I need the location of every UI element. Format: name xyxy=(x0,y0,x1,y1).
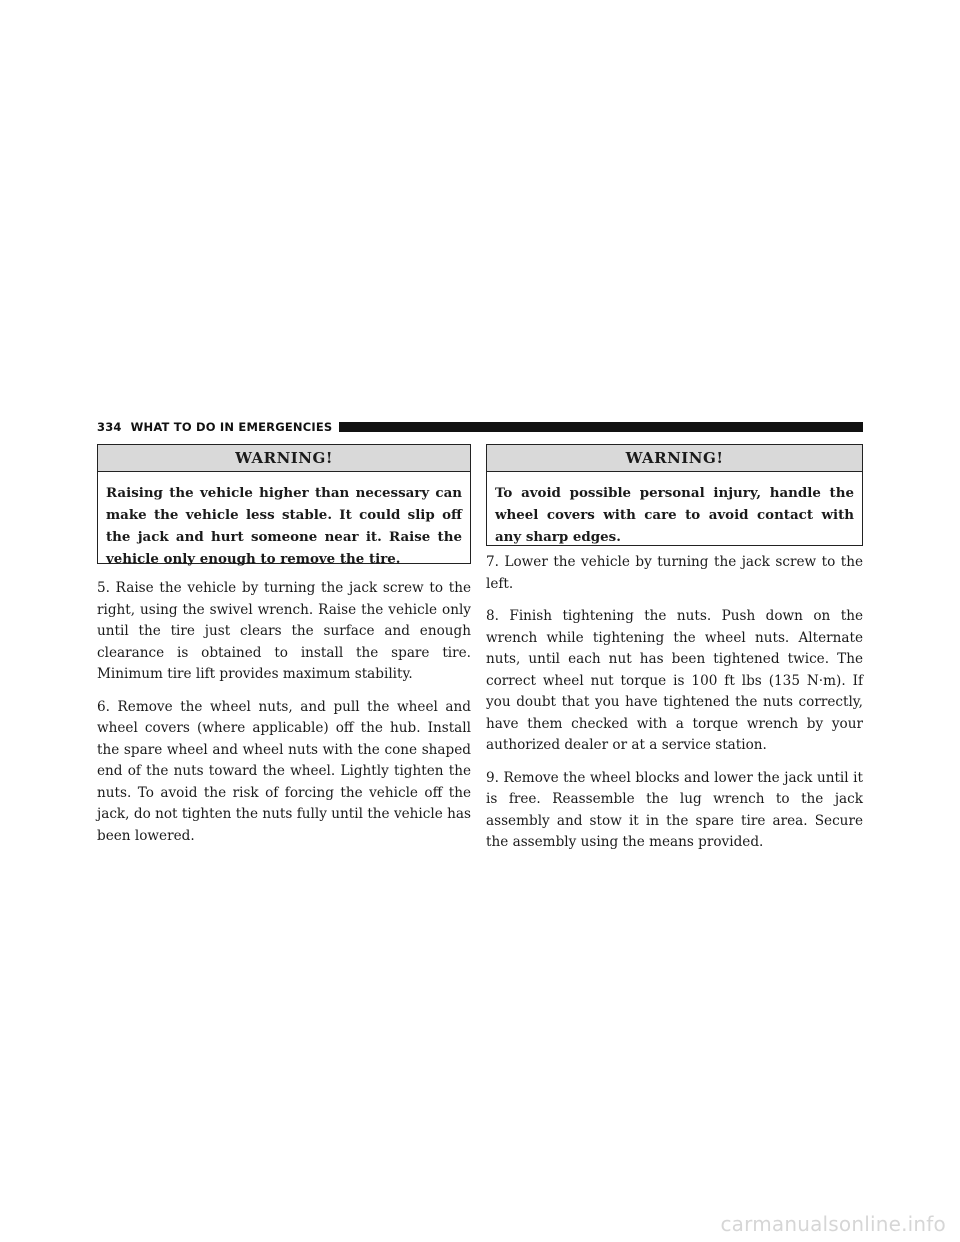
page-number: 334 xyxy=(97,420,122,434)
warning-box-wheel-covers xyxy=(486,444,863,546)
watermark-text: carmanualsonline.info xyxy=(720,1212,946,1236)
left-column xyxy=(97,444,471,847)
right-column xyxy=(486,444,863,854)
warning-text: Raising the vehicle higher than necessary can make the vehicle less stable. It could slip off the jack and hurt someone near it. Raise the vehicle only enough to remove the tire. xyxy=(106,485,462,567)
step-9-paragraph: 9. Remove the wheel blocks and lower the jack until it is free. Reassemble the lug wrench to the jack assembly and stow it in the spare tire area. Secure the assembly using the means provided. xyxy=(486,769,863,850)
page-header xyxy=(97,418,863,436)
warning-title: WARNING! xyxy=(98,445,470,472)
header-rule xyxy=(339,422,863,432)
step-7-paragraph: 7. Lower the vehicle by turning the jack screw to the left. xyxy=(486,554,863,592)
warning-title: WARNING! xyxy=(487,445,862,472)
warning-text: To avoid possible personal injury, handle the wheel covers with care to avoid contact with any sharp edges. xyxy=(495,485,854,545)
step-6-paragraph: 6. Remove the wheel nuts, and pull the wheel and wheel covers (where applicable) off the hub. Install the spare wheel and wheel nuts with the cone shaped end of the nuts toward the wheel. Lightly tighten the nuts. To avoid the risk of forcing the vehicle off the jack, do not tighten the nuts fully until the vehicle has been lowered. xyxy=(97,698,471,844)
warning-box-jack-height xyxy=(97,444,471,567)
section-title: WHAT TO DO IN EMERGENCIES xyxy=(130,420,333,434)
step-8-paragraph: 8. Finish tightening the nuts. Push down on the wrench while tightening the wheel nuts. Alternate nuts, until each nut has been tightened twice. The correct wheel nut torque is 100 ft lbs (135 N·m). If you doubt that you have tightened the nuts correctly, have them checked with a torque wrench by your authorized dealer or at a service station. xyxy=(486,608,863,753)
step-5-paragraph: 5. Raise the vehicle by turning the jack screw to the right, using the swivel wrench. Raise the vehicle only until the tire just clears the surface and enough clearance is obtained to install the spare tire. Minimum tire lift provides maximum stability. xyxy=(97,580,471,682)
